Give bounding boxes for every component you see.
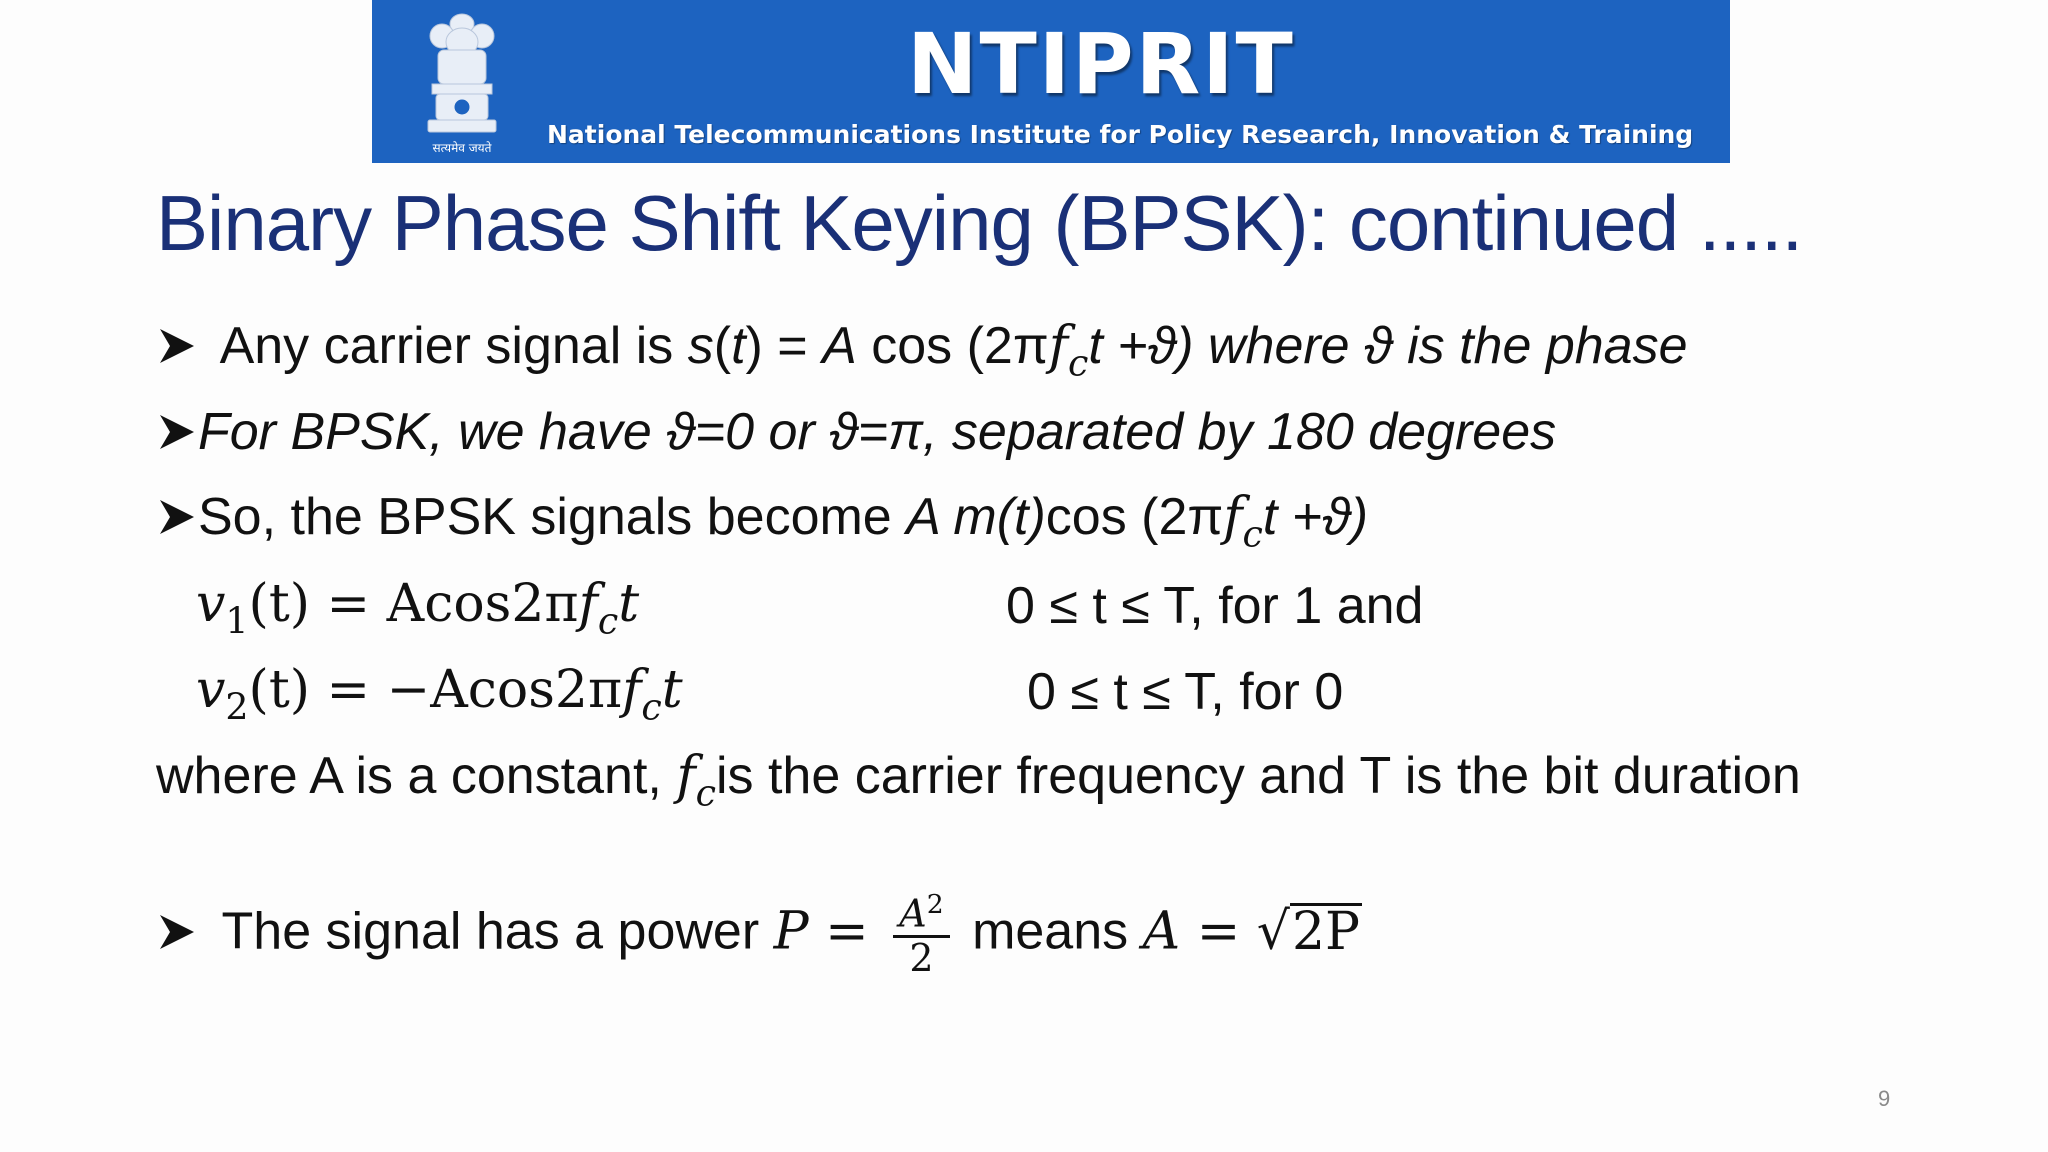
- subscript-c: c: [641, 685, 662, 729]
- arrowhead-bullet-icon: [156, 411, 198, 453]
- subscript-c: c: [597, 599, 619, 643]
- fraction-denominator: 2: [909, 936, 934, 981]
- symbol-a: A: [822, 317, 857, 375]
- equation-v1-condition: 0 ≤ t ≤ T, for 1 and: [1006, 577, 1424, 635]
- symbol-v: v: [196, 660, 226, 720]
- page-number: 9: [1878, 1086, 1891, 1111]
- banner-subtitle: National Telecommunications Institute for Policy Research, Innovation & Training: [547, 120, 1694, 149]
- fraction-numerator: [893, 890, 949, 938]
- symbol-t: t: [618, 574, 640, 634]
- subscript-c: c: [695, 771, 716, 815]
- equals-sqrt: = √: [1180, 901, 1290, 962]
- definition-paragraph: [156, 744, 1890, 826]
- equation-v2: [196, 660, 683, 729]
- bullet-rest: t +ϑ) where ϑ is the phase: [1088, 317, 1688, 375]
- banner-title: NTIPRIT: [907, 15, 1295, 113]
- paren-close: ) =: [745, 317, 823, 375]
- slide-title: Binary Phase Shift Keying (BPSK): continued .....: [156, 179, 1803, 267]
- symbol-p: P: [773, 901, 809, 962]
- symbol-t: t: [661, 660, 683, 720]
- power-fraction: [893, 890, 949, 980]
- bullet-text: The signal has a power: [208, 902, 774, 961]
- bullet-bpsk-phases: [156, 403, 1557, 461]
- cos-text: cos (2π: [1045, 488, 1224, 546]
- bullet-text: Any carrier signal is: [208, 317, 688, 375]
- subscript-c: c: [1242, 512, 1263, 556]
- exponent: 2: [926, 889, 944, 920]
- equals-sign: =: [808, 901, 886, 962]
- bullet-signal-power: [156, 890, 1362, 980]
- symbol-a: A: [899, 891, 927, 936]
- equation-v1: [196, 574, 639, 643]
- bullet-carrier-signal: [156, 316, 1688, 385]
- bullet-rest: t +ϑ): [1262, 488, 1369, 546]
- symbol-am: A m(t): [906, 488, 1046, 546]
- header-banner: [372, 0, 1730, 163]
- equation-body: (t) = Acos2π: [248, 574, 579, 634]
- subscript-2: 2: [225, 685, 249, 729]
- equation-body: (t) = −Acos2π: [248, 660, 623, 720]
- symbol-f: f: [1048, 316, 1068, 376]
- paragraph-text: where A is a constant,: [156, 747, 677, 805]
- cos-text: cos (2π: [856, 317, 1049, 375]
- equation-v2-condition: 0 ≤ t ≤ T, for 0: [1027, 663, 1344, 721]
- symbol-f: f: [578, 574, 598, 634]
- symbol-v: v: [196, 574, 226, 634]
- paragraph-text: is the carrier frequency and T is the bit duration: [715, 747, 1801, 805]
- symbol-a: A: [1142, 901, 1181, 962]
- bullet-bpsk-signals: [156, 487, 1369, 556]
- subscript-c: c: [1067, 341, 1089, 385]
- symbol-s: s: [687, 317, 714, 375]
- bullet-text: For BPSK, we have ϑ=0 or ϑ=π, separated by 180 degrees: [198, 403, 1557, 461]
- sqrt-radicand: [1290, 901, 1362, 962]
- arrowhead-bullet-icon: [156, 496, 198, 538]
- symbol-f: f: [622, 660, 642, 720]
- paren-open: (: [713, 317, 732, 375]
- means-text: means: [957, 902, 1143, 961]
- symbol-t: t: [731, 317, 746, 375]
- radicand-text: 2P: [1291, 901, 1361, 962]
- symbol-f: f: [1223, 487, 1243, 547]
- arrowhead-bullet-icon: [156, 325, 198, 367]
- arrowhead-bullet-icon: [156, 911, 198, 953]
- bullet-text: So, the BPSK signals become: [198, 488, 907, 546]
- symbol-f: f: [676, 746, 696, 806]
- emblem-motto: सत्यमेव जयते: [432, 141, 492, 155]
- subscript-1: 1: [225, 599, 249, 643]
